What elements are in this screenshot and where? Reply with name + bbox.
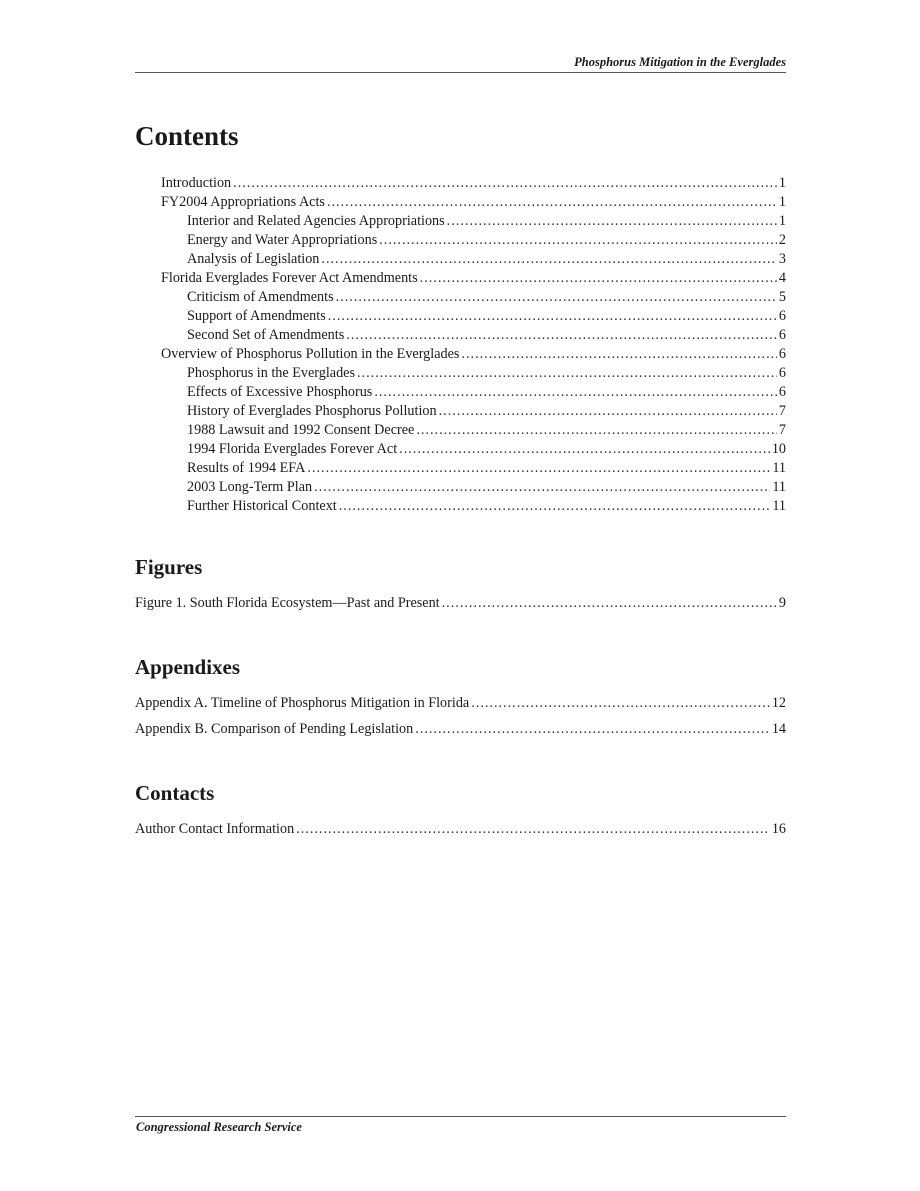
toc-entry-page: 6 xyxy=(778,365,786,381)
toc-entry-page: 6 xyxy=(778,384,786,400)
toc-entry-page: 7 xyxy=(778,422,786,438)
toc-entry-title: Introduction xyxy=(161,175,232,191)
toc-entry-title: Florida Everglades Forever Act Amendments xyxy=(161,270,418,286)
toc-entry-title: 1994 Florida Everglades Forever Act xyxy=(187,441,398,457)
toc-entry-page: 2 xyxy=(778,232,786,248)
contact-entry-page: 16 xyxy=(771,821,786,837)
toc-entry-page: 1 xyxy=(778,213,786,229)
toc-entry-title: History of Everglades Phosphorus Pollution xyxy=(187,403,437,419)
contact-entry[interactable] xyxy=(135,816,786,842)
toc-entry-page: 5 xyxy=(778,289,786,305)
toc-entry-title: Results of 1994 EFA xyxy=(187,460,306,476)
appendix-entry[interactable] xyxy=(135,690,786,716)
toc-entry-page: 11 xyxy=(772,498,786,514)
toc-entry[interactable] xyxy=(135,459,786,478)
toc-entry[interactable] xyxy=(135,326,786,345)
toc-entry-page: 10 xyxy=(771,441,786,457)
toc-entry[interactable] xyxy=(135,364,786,383)
toc-entry[interactable] xyxy=(135,383,786,402)
toc-entry-title: Interior and Related Agencies Appropriations xyxy=(187,213,445,229)
appendix-entry-title: Appendix B. Comparison of Pending Legislation xyxy=(135,721,414,737)
toc-entry-title: Criticism of Amendments xyxy=(187,289,334,305)
toc-entry-title: Analysis of Legislation xyxy=(187,251,320,267)
toc-entry-title: Second Set of Amendments xyxy=(187,327,345,343)
toc-entry-page: 3 xyxy=(778,251,786,267)
toc-entry[interactable] xyxy=(135,440,786,459)
contents-heading: Contents xyxy=(135,121,239,151)
toc-entry-page: 6 xyxy=(778,327,786,343)
toc-entry[interactable] xyxy=(135,212,786,231)
appendixes-section xyxy=(135,654,786,742)
toc-entry-page: 11 xyxy=(772,460,786,476)
toc-entry-title: Energy and Water Appropriations xyxy=(187,232,378,248)
header-rule xyxy=(135,72,786,73)
toc-entry[interactable] xyxy=(135,402,786,421)
toc-entry-title: 1988 Lawsuit and 1992 Consent Decree xyxy=(187,422,415,438)
figure-entry-page: 9 xyxy=(778,595,786,611)
appendix-entry[interactable] xyxy=(135,716,786,742)
toc-entry-page: 1 xyxy=(778,194,786,210)
contacts-heading: Contacts xyxy=(135,781,215,805)
appendix-entry-page: 12 xyxy=(771,695,786,711)
toc-entry-page: 11 xyxy=(772,479,786,495)
toc-entry[interactable] xyxy=(135,307,786,326)
toc-entry-title: Overview of Phosphorus Pollution in the Everglades xyxy=(161,346,460,362)
running-header: Phosphorus Mitigation in the Everglades xyxy=(574,55,786,69)
toc-entry[interactable] xyxy=(135,231,786,250)
toc-entry-page: 1 xyxy=(778,175,786,191)
toc-entry-page: 7 xyxy=(778,403,786,419)
toc-entry[interactable] xyxy=(135,250,786,269)
toc-entry[interactable] xyxy=(135,174,786,193)
appendix-entry-title: Appendix A. Timeline of Phosphorus Mitigation in Florida xyxy=(135,695,470,711)
toc-entry-title: Effects of Excessive Phosphorus xyxy=(187,384,373,400)
contacts-section xyxy=(135,780,786,842)
running-footer: Congressional Research Service xyxy=(136,1120,302,1134)
toc-entry-page: 6 xyxy=(778,346,786,362)
toc-entry[interactable] xyxy=(135,193,786,212)
toc-entry-title: Phosphorus in the Everglades xyxy=(187,365,355,381)
toc-entry[interactable] xyxy=(135,478,786,497)
toc-entry[interactable] xyxy=(135,288,786,307)
toc-entry-title: Support of Amendments xyxy=(187,308,326,324)
toc-entry-title: FY2004 Appropriations Acts xyxy=(161,194,325,210)
appendix-entry-page: 14 xyxy=(771,721,786,737)
figure-entry-title: Figure 1. South Florida Ecosystem—Past and Present xyxy=(135,595,440,611)
toc-entry[interactable] xyxy=(135,345,786,364)
footer-rule xyxy=(135,1116,786,1117)
toc-entry-title: 2003 Long-Term Plan xyxy=(187,479,313,495)
toc-entry-page: 6 xyxy=(778,308,786,324)
figure-entry[interactable] xyxy=(135,590,786,616)
contact-entry-title: Author Contact Information xyxy=(135,821,295,837)
appendixes-heading: Appendixes xyxy=(135,655,241,679)
figures-section xyxy=(135,554,786,616)
figures-heading: Figures xyxy=(135,555,203,579)
toc-entry[interactable] xyxy=(135,269,786,288)
toc-entry[interactable] xyxy=(135,421,786,440)
toc-entry[interactable] xyxy=(135,497,786,516)
toc-entry-page: 4 xyxy=(778,270,786,286)
toc-entry-title: Further Historical Context xyxy=(187,498,337,514)
contents-list xyxy=(135,174,786,516)
